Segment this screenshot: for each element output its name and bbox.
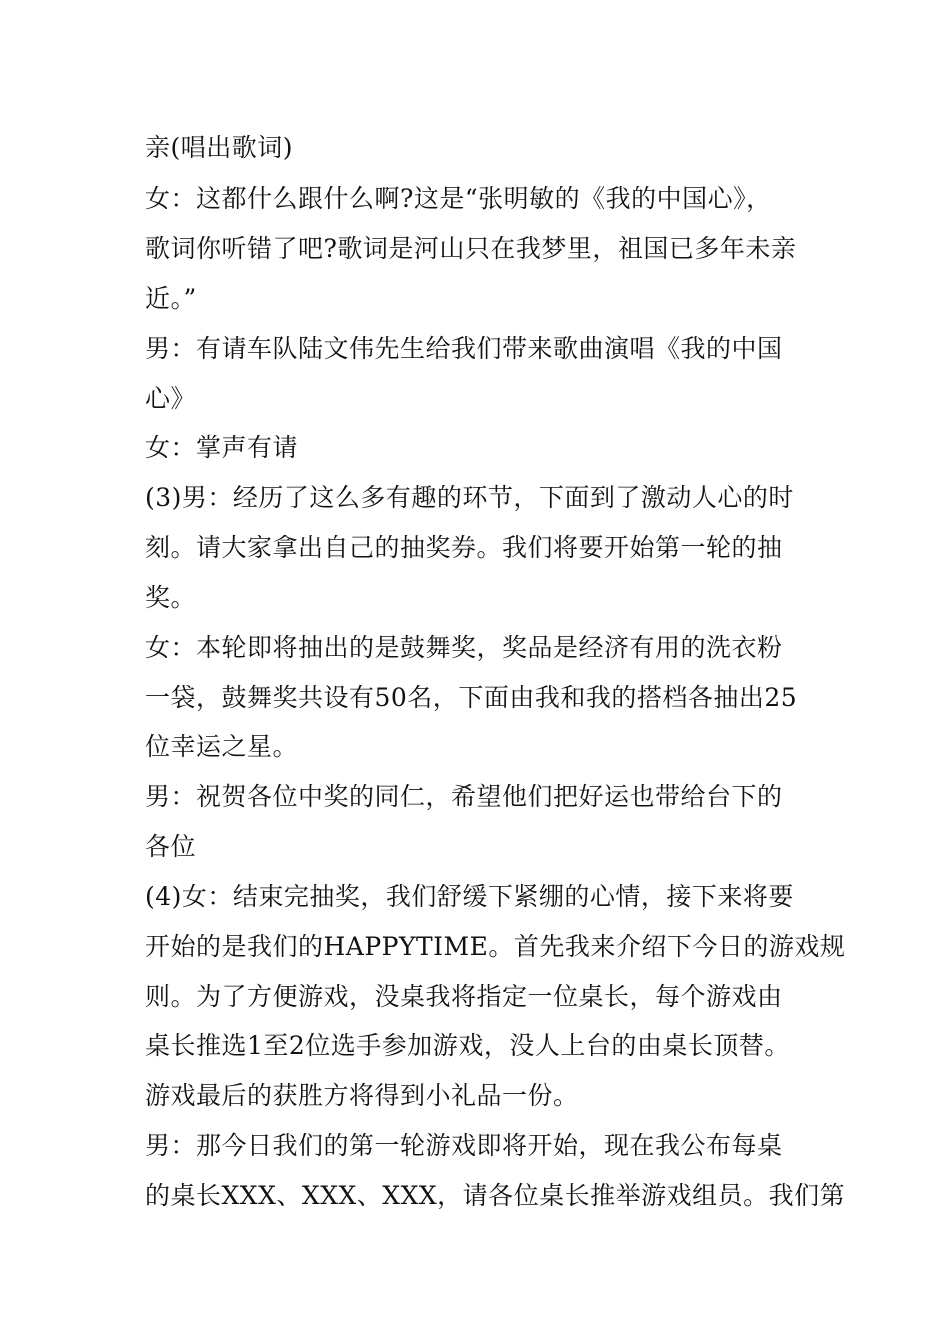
text-line: 近。” — [145, 284, 197, 313]
text-line: 歌词你听错了吧?歌词是河山只在我梦里，祖国已多年未亲 — [145, 234, 797, 263]
text-line: 一袋，鼓舞奖共设有50名，下面由我和我的搭档各抽出25 — [145, 683, 798, 712]
text-line: 女：掌声有请 — [145, 433, 299, 462]
text-line: 男：那今日我们的第一轮游戏即将开始，现在我公布每桌 — [145, 1131, 783, 1160]
text-line: 的桌长XXX、XXX、XXX，请各位桌长推举游戏组员。我们第 — [145, 1181, 846, 1210]
text-line: 男：祝贺各位中奖的同仁，希望他们把好运也带给台下的 — [145, 782, 783, 811]
text-line: 奖。 — [145, 583, 197, 612]
text-line: 位幸运之星。 — [145, 732, 299, 761]
text-line: 男：有请车队陆文伟先生给我们带来歌曲演唱《我的中国 — [145, 334, 783, 363]
text-line: 各位 — [145, 832, 197, 861]
text-line: 刻。请大家拿出自己的抽奖券。我们将要开始第一轮的抽 — [145, 533, 783, 562]
text-line: 女：本轮即将抽出的是鼓舞奖，奖品是经济有用的洗衣粉 — [145, 633, 783, 662]
text-line: 开始的是我们的HAPPYTIME。首先我来介绍下今日的游戏规 — [145, 932, 846, 961]
text-line: (4)女：结束完抽奖，我们舒缓下紧绷的心情，接下来将要 — [145, 882, 794, 911]
text-line: 亲(唱出歌词) — [145, 133, 294, 162]
text-line: 游戏最后的获胜方将得到小礼品一份。 — [145, 1081, 579, 1110]
text-line: (3)男：经历了这么多有趣的环节，下面到了激动人心的时 — [145, 483, 794, 512]
text-line: 女：这都什么跟什么啊?这是“张明敏的《我的中国心》， — [145, 184, 772, 213]
text-line: 则。为了方便游戏，没桌我将指定一位桌长，每个游戏由 — [145, 982, 783, 1011]
text-line: 桌长推选1至2位选手参加游戏，没人上台的由桌长顶替。 — [145, 1031, 790, 1060]
text-line: 心》 — [145, 384, 197, 413]
